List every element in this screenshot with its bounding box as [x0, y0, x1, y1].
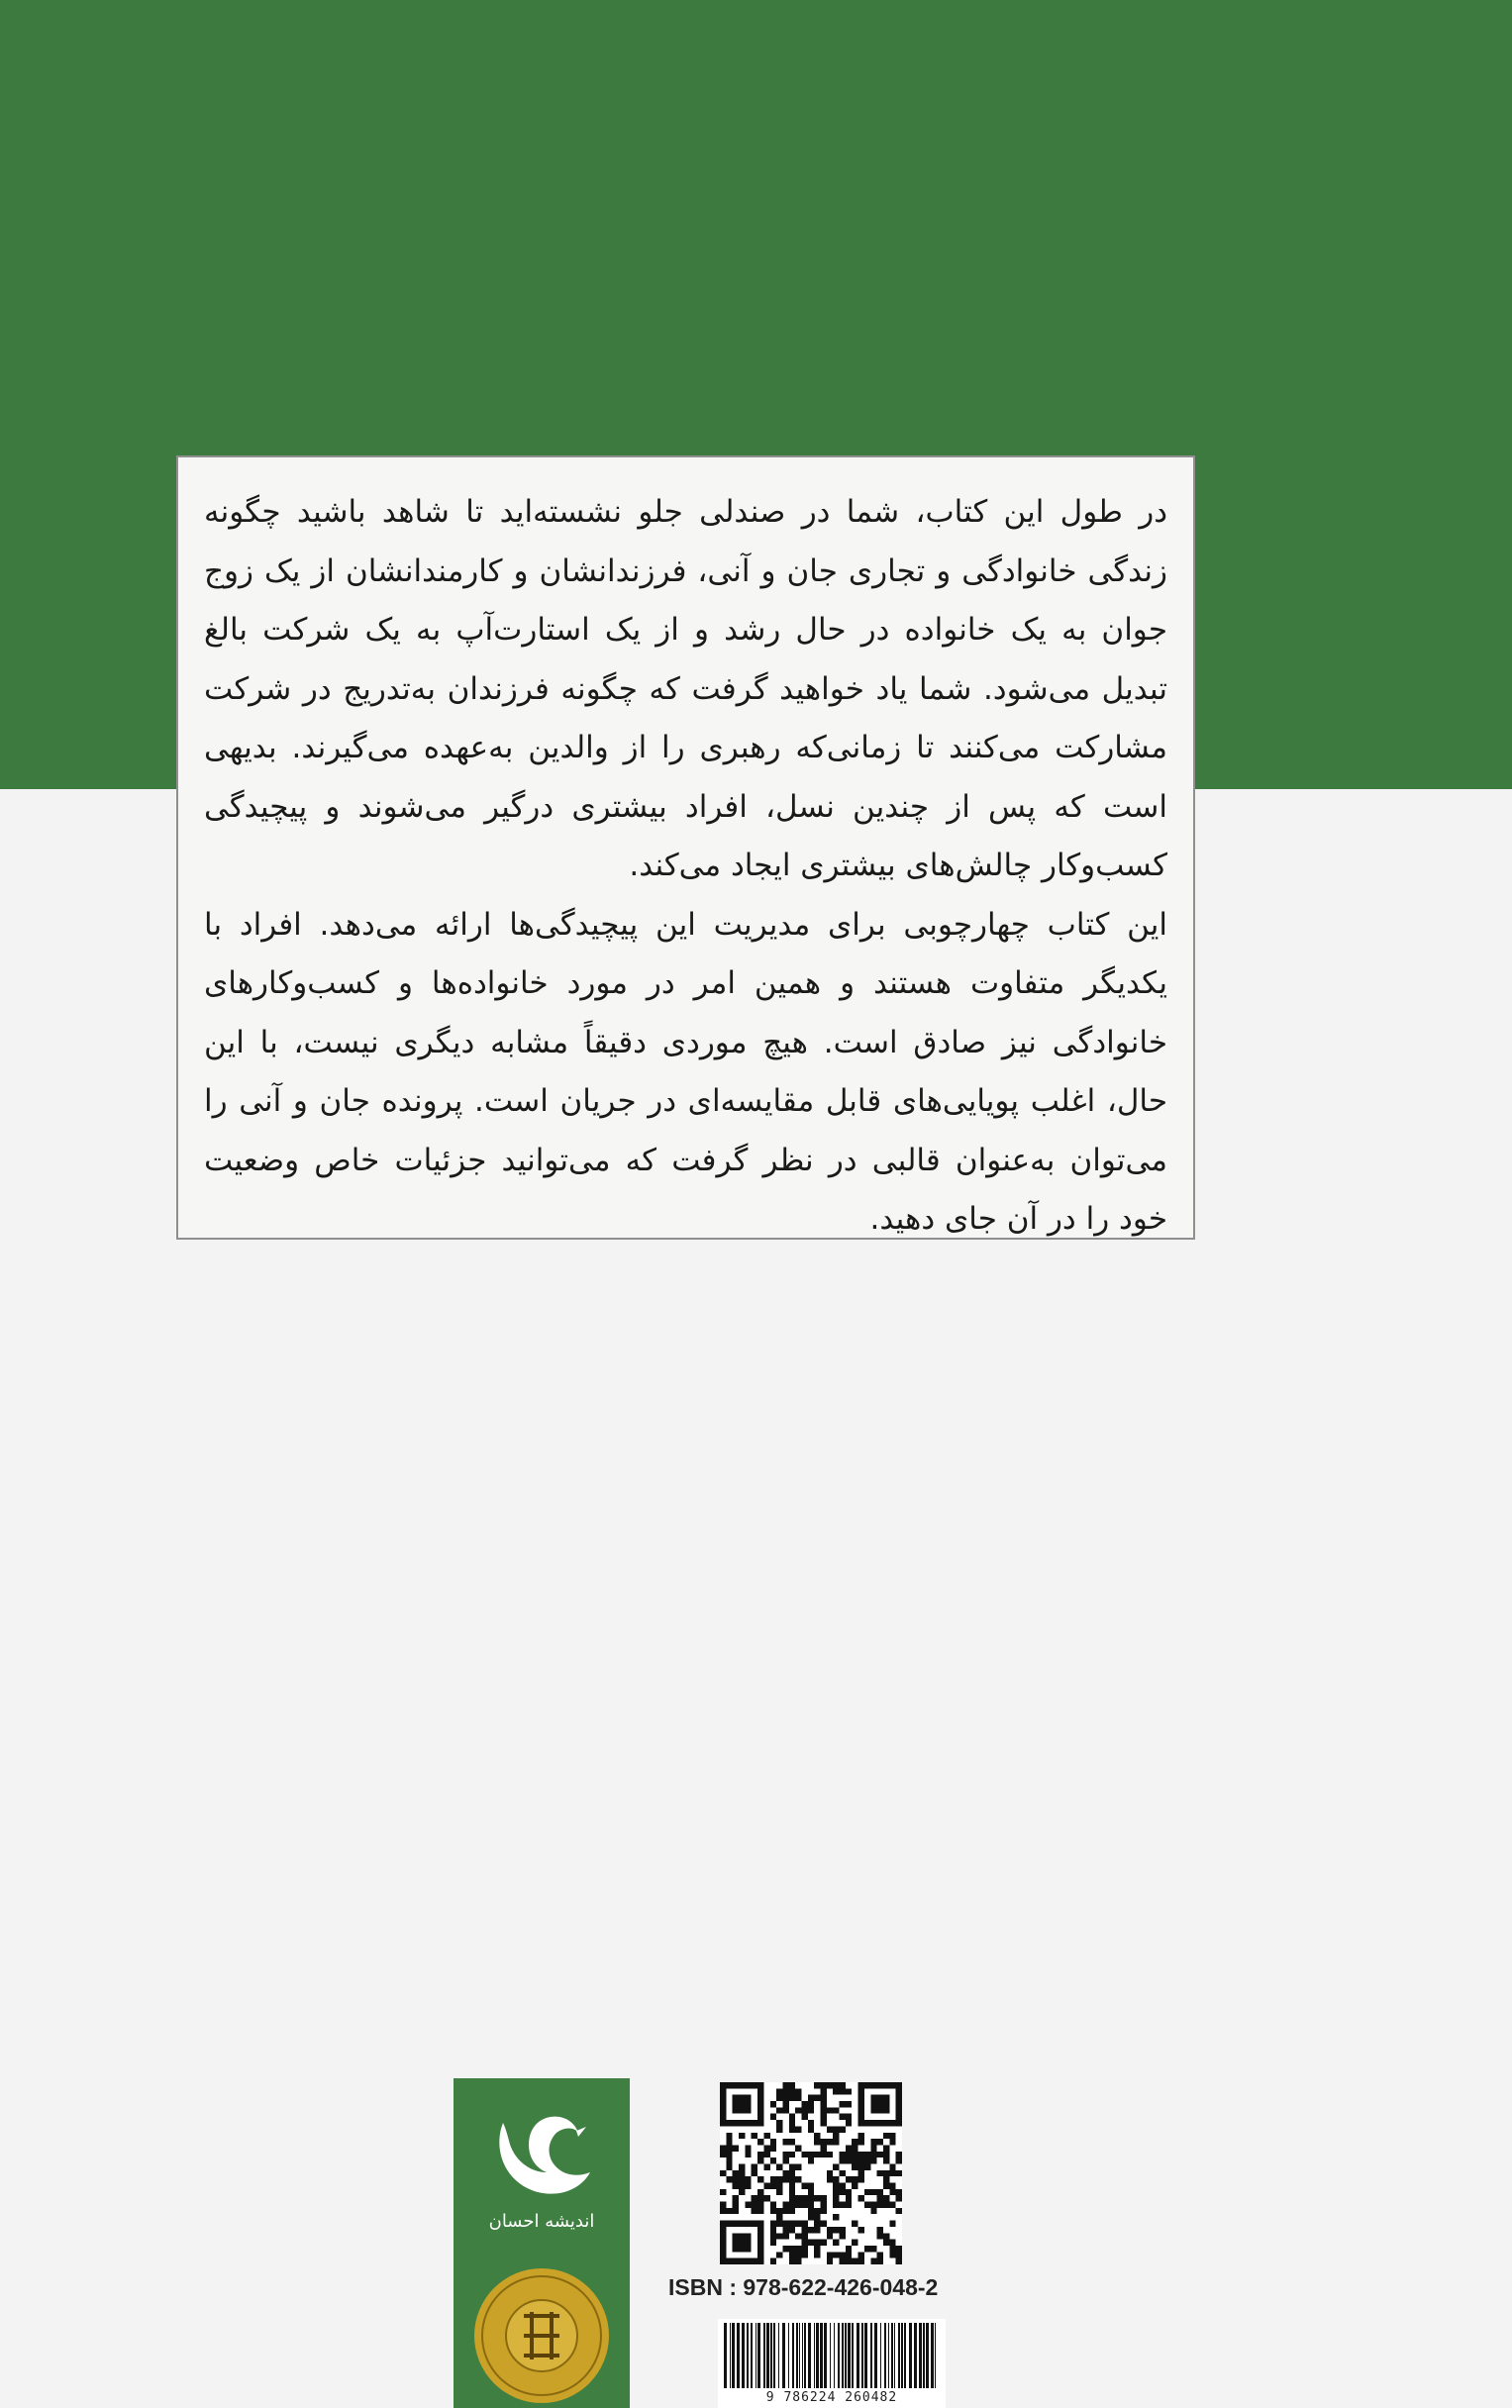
blurb-box: [176, 455, 1195, 1240]
blurb-paragraph-2: این کتاب چهارچوبی برای مدیریت این پیچیدگی‌ها ارائه می‌دهد. افراد با یکدیگر متفاوت هستند و همین امر در مورد خانواده‌ها و کسب‌وکارهای خانوادگی نیز صادق است. هیچ موردی دقیقاً مشابه دیگری نیست، با این حال، اغلب پویایی‌های قابل مقایسه‌ای در جریان است. پرونده جان و آنی را می‌توان به‌عنوان قالبی در نظر گرفت که می‌توانید جزئیات خاص وضعیت خود را در آن جای دهید.: [204, 906, 1167, 1237]
isbn-label: ISBN : 978-622-426-048-2: [668, 2274, 939, 2300]
publisher-strip: [454, 2078, 630, 2408]
dove-logo-icon: [483, 2103, 600, 2207]
blurb-paragraph-1: در طول این کتاب، شما در صندلی جلو نشسته‌اید تا شاهد باشید چگونه زندگی خانوادگی و تجاری جان و آنی، فرزندانشان و کارمندانشان از یک زوج جوان به یک خانواده در حال رشد و از یک استارت‌آپ به یک شرکت بالغ تبدیل می‌شود. شما یاد خواهید گرفت که چگونه فرزندان به‌تدریج در شرکت مشارکت می‌کنند تا زمانی‌که رهبری را از والدین به‌عهده می‌گیرند. بدیهی است که پس از چندین نسل، افراد بیشتری درگیر می‌شوند و پیچیدگی کسب‌وکار چالش‌های بیشتری ایجاد می‌کند.: [204, 494, 1167, 883]
institute-seal-icon: [472, 2266, 611, 2405]
qr-code-icon: [720, 2082, 902, 2264]
publisher-name: اندیشه احسان: [488, 2211, 595, 2232]
barcode-digits: 9 786224 260482: [718, 2388, 946, 2408]
